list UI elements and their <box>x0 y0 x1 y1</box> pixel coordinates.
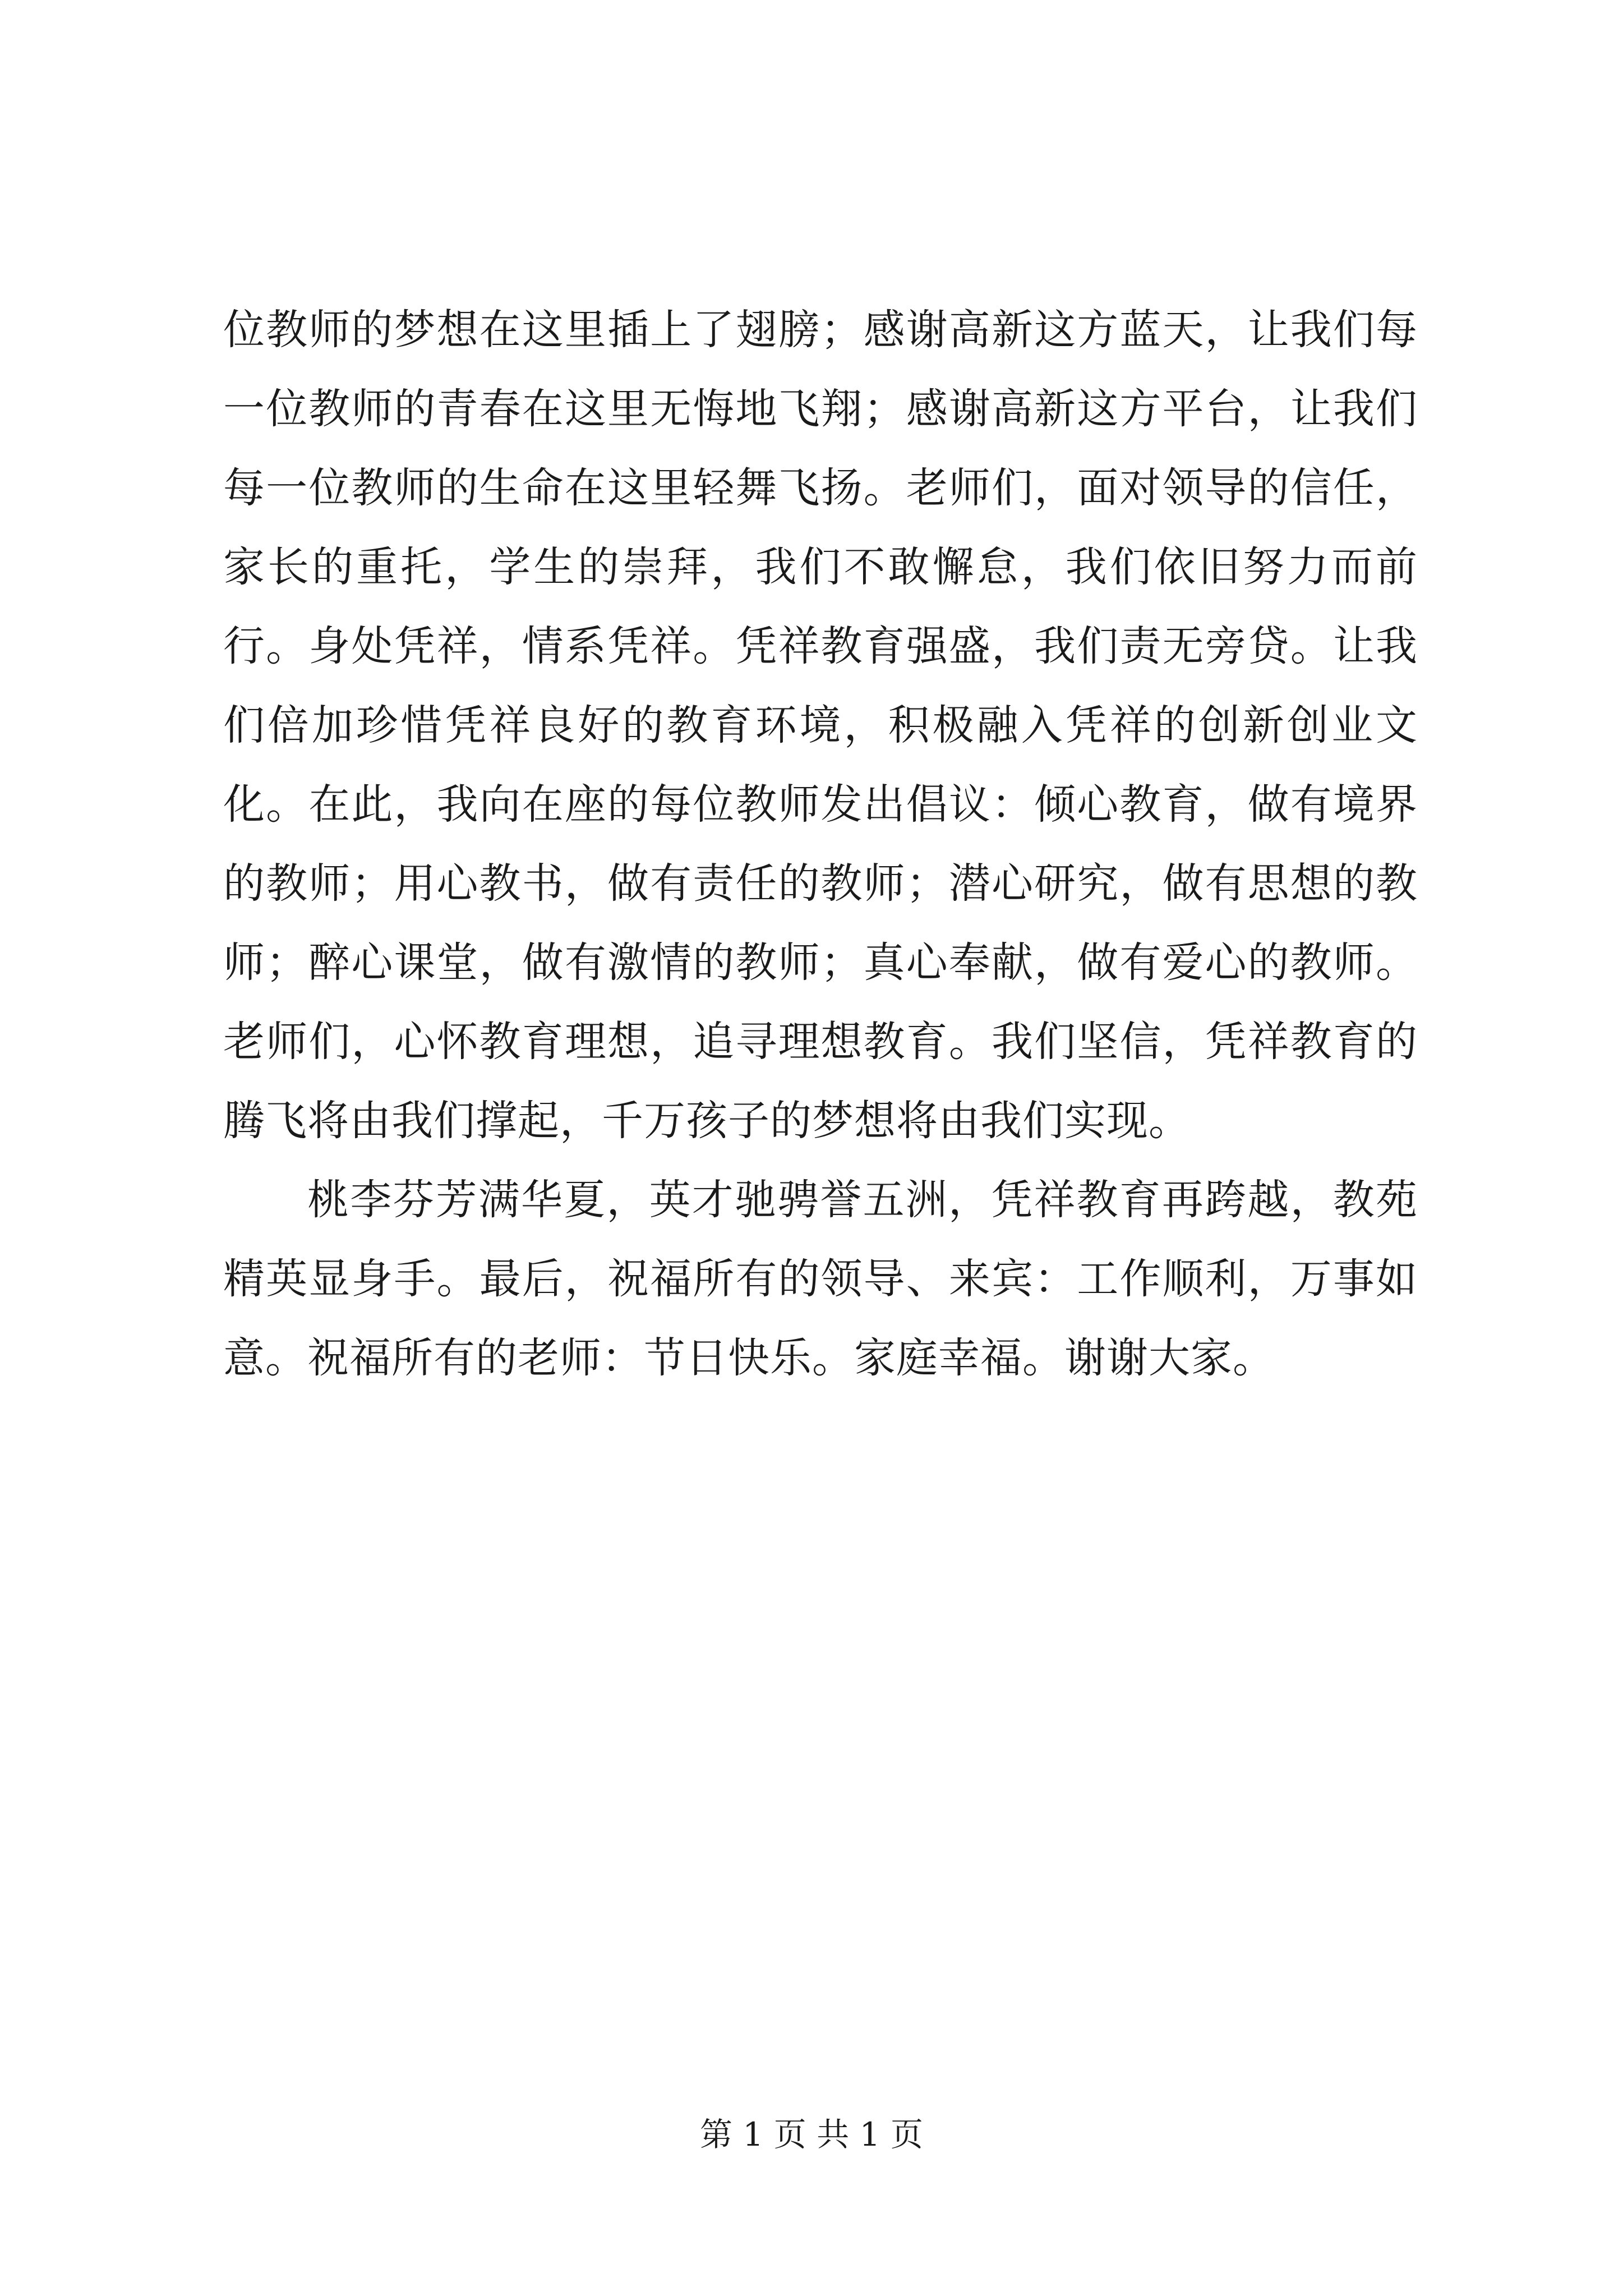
paragraph-1: 位教师的梦想在这里插上了翅膀；感谢高新这方蓝天，让我们每一位教师的青春在这里无悔地飞翔；感谢高新这方平台，让我们每一位教师的生命在这里轻舞飞扬。老师们，面对领导的信任，家长的重托，学生的崇拜，我们不敢懈怠，我们依旧努力而前行。身处凭祥，情系凭祥。凭祥教育强盛，我们责无旁贷。让我们倍加珍惜凭祥良好的教育环境，积极融入凭祥的创新创业文化。在此，我向在座的每位教师发出倡议：倾心教育，做有境界的教师；用心教书，做有责任的教师；潜心研究，做有思想的教师；醉心课堂，做有激情的教师；真心奉献，做有爱心的教师。老师们，心怀教育理想，追寻理想教育。我们坚信，凭祥教育的腾飞将由我们撑起，千万孩子的梦想将由我们实现。 <box>223 306 1418 1145</box>
page-footer: 第 1 页 共 1 页 <box>700 2115 923 2154</box>
paragraph-2: 桃李芬芳满华夏，英才驰骋誉五洲，凭祥教育再跨越，教苑精英显身手。最后，祝福所有的领导、来宾：工作顺利，万事如意。祝福所有的老师：节日快乐。家庭幸福。谢谢大家。 <box>223 1176 1418 1382</box>
document-body <box>223 291 1418 1398</box>
